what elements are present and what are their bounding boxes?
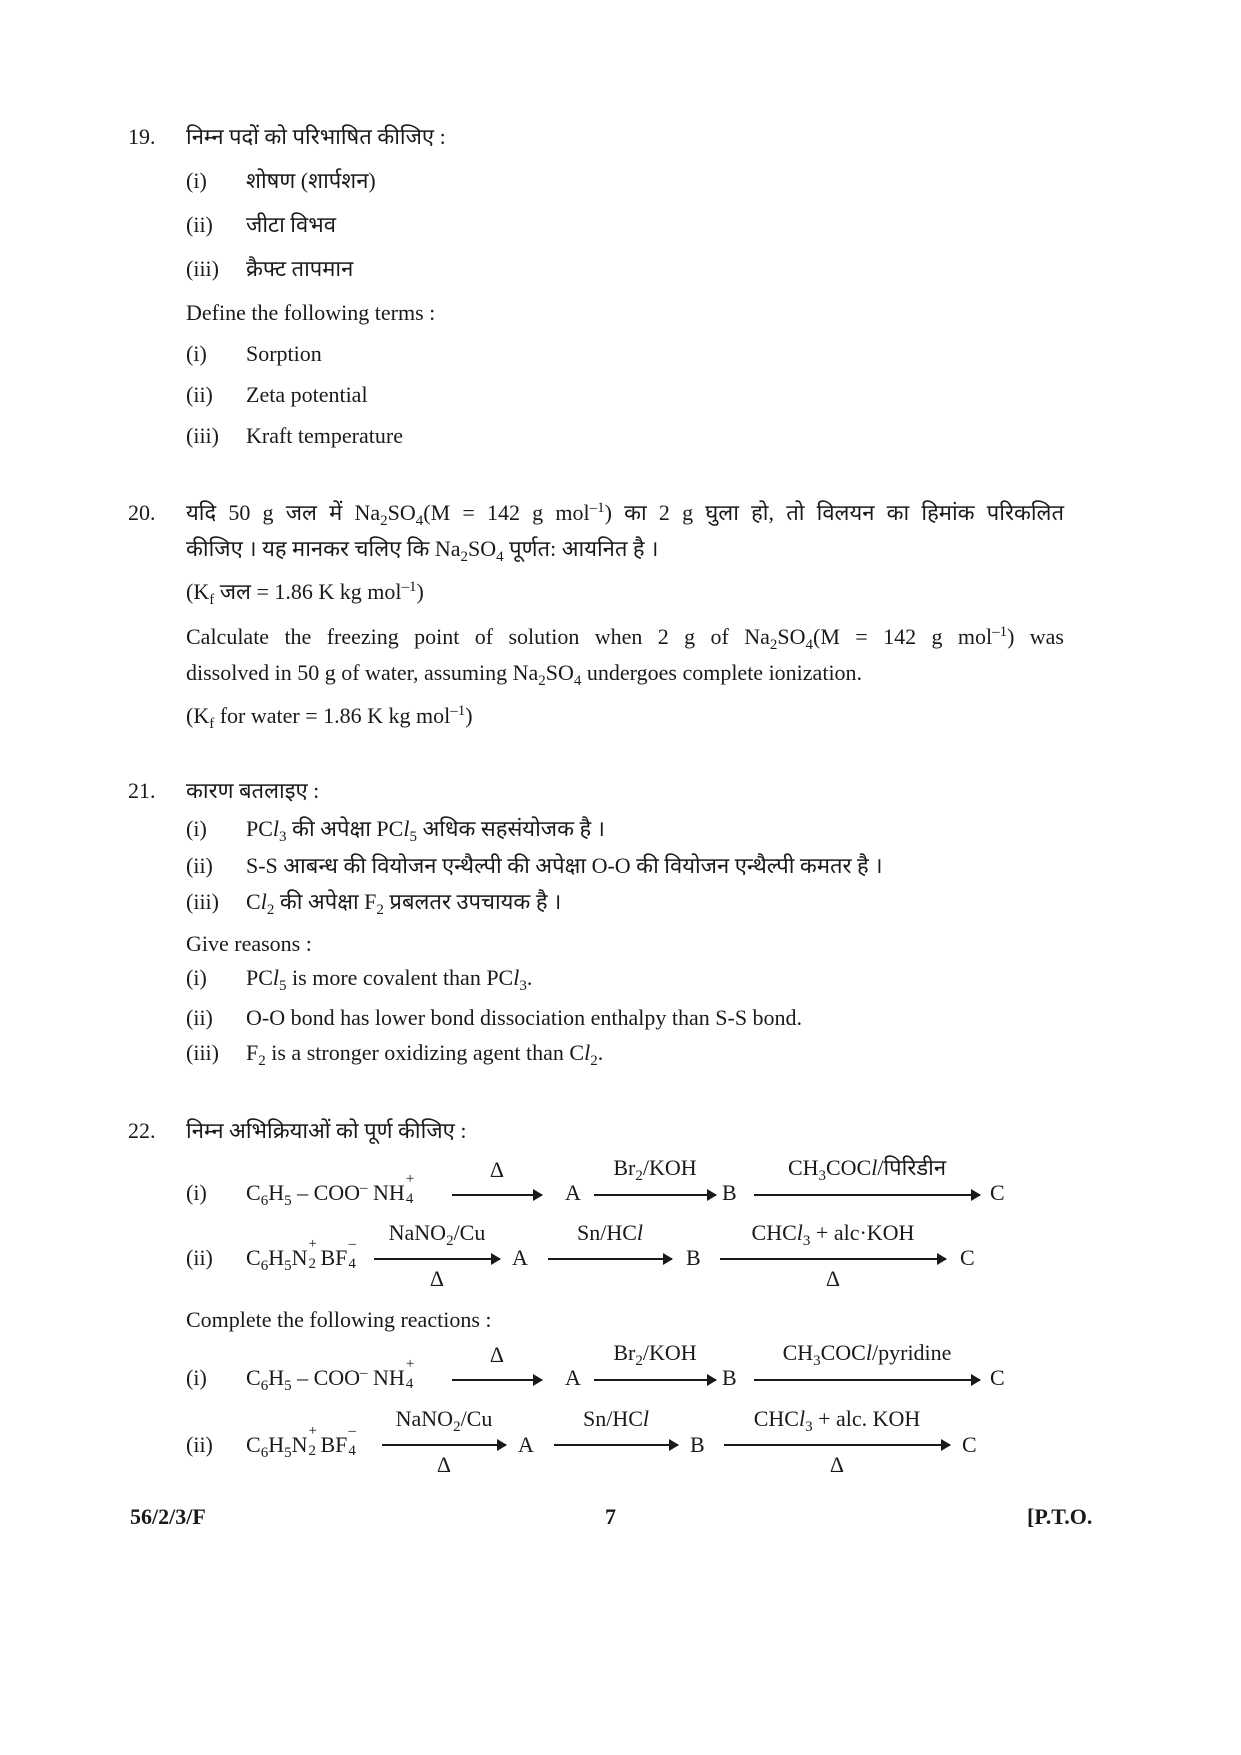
reaction-label: (i) — [186, 1180, 207, 1205]
reaction-arrow — [374, 1258, 500, 1260]
q19-english-title: Define the following terms : — [186, 300, 436, 325]
q19-hindi-item-2: जीटा विभव — [246, 212, 336, 237]
q19-hindi-title: निम्न पदों को परिभाषित कीजिए : — [186, 124, 446, 149]
reaction-arrow — [382, 1444, 506, 1446]
q20-hindi-line-2: कीजिए । यह मानकर चलिए कि $Na_2SO_4$ पूर्णत: आयनित है । — [186, 536, 659, 565]
q19-number: 19. — [128, 124, 156, 149]
reactant: $C_6H_5 - COO^-$ NH + 4 — [246, 1356, 415, 1394]
reaction-label: (ii) — [186, 1432, 213, 1457]
product-c: C — [960, 1245, 975, 1270]
reaction-label: (ii) — [186, 1245, 213, 1270]
product-b: B — [690, 1432, 705, 1457]
arrow-label-acetyl-chloride: $CH_3COCl$/pyridine — [782, 1340, 952, 1369]
arrow-label-delta: Δ — [429, 1266, 445, 1291]
reaction-label: (i) — [186, 1365, 207, 1390]
q21-english-item-2-label: (ii) — [186, 1005, 213, 1030]
reactant: $C_6H_5N$ + 2 BF – 4 — [246, 1423, 356, 1461]
product-a: A — [512, 1245, 528, 1270]
q21-english-title: Give reasons : — [186, 931, 312, 956]
q20-english-line-1: Calculate the freezing point of solution when 2 g of $Na_2SO_4(M = 142$ g mol$^{-1}$) was — [186, 624, 1064, 653]
product-a: A — [565, 1365, 581, 1390]
q19-english-item-3-label: (iii) — [186, 423, 219, 448]
arrow-label-chcl3-alc-koh: CHCl$_3$ + alc. KOH — [753, 1406, 921, 1435]
arrow-label-acetyl-chloride: $CH_3COCl/पिरिडीन$ — [787, 1155, 947, 1184]
q19-english-item-3: Kraft temperature — [246, 423, 403, 448]
reaction-arrow — [754, 1379, 980, 1381]
q19-english-item-2-label: (ii) — [186, 382, 213, 407]
q19-hindi-item-3: क्रैफ्ट तापमान — [246, 256, 354, 281]
arrow-label-delta: Δ — [825, 1266, 841, 1291]
q21-number: 21. — [128, 778, 156, 803]
arrow-label-nano2-cu: NaNO$_2$/Cu — [395, 1406, 493, 1435]
q21-hindi-item-3-label: (iii) — [186, 889, 219, 914]
reaction-arrow — [548, 1258, 672, 1260]
page-number: 7 — [605, 1504, 616, 1529]
arrow-label-delta: Δ — [436, 1452, 452, 1477]
reaction-arrow — [554, 1444, 678, 1446]
q21-hindi-item-2-label: (ii) — [186, 853, 213, 878]
q19-english-item-1: Sorption — [246, 341, 322, 366]
q21-hindi-item-3: $Cl_2$ की अपेक्षा $F_2$ प्रबलतर उपचायक है । — [246, 889, 562, 918]
q21-hindi-title: कारण बतलाइए : — [186, 778, 320, 803]
q19-hindi-item-1: शोषण (शार्पशन) — [246, 168, 376, 193]
q19-hindi-item-2-label: (ii) — [186, 212, 213, 237]
arrow-label-delta: Δ — [489, 1157, 505, 1182]
q21-english-item-3: $F_2$ is a stronger oxidizing agent than $Cl_2$. — [246, 1040, 604, 1069]
product-c: C — [990, 1365, 1005, 1390]
reaction-arrow — [594, 1379, 716, 1381]
q19-hindi-item-3-label: (iii) — [186, 256, 219, 281]
reactant: $C_6H_5N$ + 2 BF – 4 — [246, 1236, 356, 1274]
q21-hindi-item-2: S-S आबन्ध की वियोजन एन्थैल्पी की अपेक्षा O-O की वियोजन एन्थैल्पी कमतर है । — [246, 853, 883, 878]
product-c: C — [990, 1180, 1005, 1205]
q22-english-title: Complete the following reactions : — [186, 1307, 492, 1332]
q21-english-item-2: O-O bond has lower bond dissociation enthalpy than S-S bond. — [246, 1005, 803, 1030]
arrow-label-br2-koh: $Br_2$/KOH — [613, 1340, 697, 1369]
reaction-arrow — [720, 1258, 946, 1260]
arrow-label-chcl3-alc-koh: CHCl$_3$ + alc·KOH — [751, 1220, 915, 1249]
q21-english-item-3-label: (iii) — [186, 1040, 219, 1065]
pto-label: [P.T.O. — [1027, 1504, 1093, 1529]
arrow-label-sn-hcl: Sn/HCl — [582, 1406, 650, 1431]
reactant: $C_6H_5 - COO^-$ NH + 4 — [246, 1171, 415, 1209]
arrow-label-nano2-cu: NaNO$_2$/Cu — [388, 1220, 486, 1249]
arrow-label-br2-koh: $Br_2$/KOH — [613, 1155, 697, 1184]
q22-hindi-title: निम्न अभिक्रियाओं को पूर्ण कीजिए : — [186, 1118, 467, 1143]
arrow-label-sn-hcl: Sn/HCl — [576, 1220, 644, 1245]
q20-english-line-2: dissolved in 50 g of water, assuming $Na_2SO_4$ undergoes complete ionization. — [186, 660, 863, 689]
reaction-arrow — [754, 1194, 980, 1196]
q19-english-item-2: Zeta potential — [246, 382, 368, 407]
arrow-label-delta: Δ — [489, 1342, 505, 1367]
product-b: B — [722, 1365, 737, 1390]
q19-hindi-item-1-label: (i) — [186, 168, 207, 193]
product-a: A — [518, 1432, 534, 1457]
q20-hindi-line-1: यदि 50 g जल में $Na_2SO_4(M = 142$ g mol$^{-1}$) का 2 g घुला हो, तो विलयन का हिमांक परिकलित — [186, 500, 1064, 529]
q20-english-kf: ($K_f$ for water = 1.86 K kg mol$^{-1}$) — [186, 703, 473, 732]
q21-hindi-item-1-label: (i) — [186, 816, 207, 841]
arrow-label-delta: Δ — [829, 1452, 845, 1477]
q20-hindi-kf: ($K_f$ जल = 1.86 K kg mol$^{-1}$) — [186, 579, 424, 608]
product-b: B — [686, 1245, 701, 1270]
q21-hindi-item-1: PCl$_3$ की अपेक्षा PCl$_5$ अधिक सहसंयोजक है । — [246, 816, 606, 845]
q20-number: 20. — [128, 500, 156, 525]
q21-english-item-1-label: (i) — [186, 965, 207, 990]
product-a: A — [565, 1180, 581, 1205]
reaction-arrow — [594, 1194, 716, 1196]
q21-english-item-1: PCl$_5$ is more covalent than PCl$_3$. — [246, 965, 533, 994]
q22-number: 22. — [128, 1118, 156, 1143]
q19-english-item-1-label: (i) — [186, 341, 207, 366]
reaction-arrow — [724, 1444, 950, 1446]
paper-code: 56/2/3/F — [130, 1504, 206, 1529]
reaction-arrow — [452, 1379, 542, 1381]
product-b: B — [722, 1180, 737, 1205]
reaction-arrow — [452, 1194, 542, 1196]
product-c: C — [962, 1432, 977, 1457]
